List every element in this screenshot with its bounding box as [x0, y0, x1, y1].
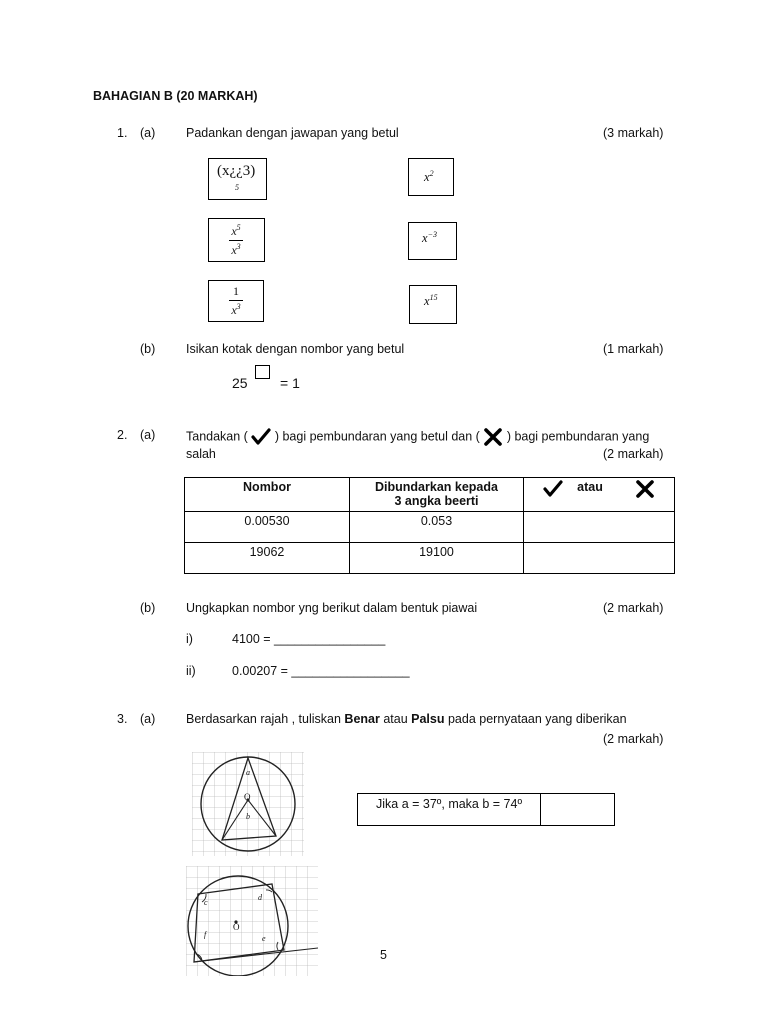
header-dibundarkan: Dibundarkan kepada 3 angka beerti [350, 478, 524, 512]
q1b-label: (b) [140, 342, 156, 356]
item-label: i) [186, 632, 193, 646]
angle-label-f: f [204, 930, 207, 939]
cell-nombor: 0.00530 [185, 512, 350, 543]
cell-bundar: 0.053 [350, 512, 524, 543]
section-title: BAHAGIAN B (20 MARKAH) [93, 89, 258, 103]
angle-label-d: d [258, 893, 262, 902]
q1-number: 1. [117, 126, 128, 140]
centre-label-o: O [244, 792, 251, 802]
cell-answer[interactable] [524, 543, 675, 574]
header-nombor: Nombor [185, 478, 350, 512]
table-header-row [185, 478, 675, 512]
match-box-left-3 [208, 280, 264, 322]
match-box-left-2 [208, 218, 265, 262]
q1a-marks: (3 markah) [603, 126, 664, 140]
item-answer-line[interactable]: 0.00207 = _________________ [232, 664, 410, 678]
centre-label-o: O [233, 922, 240, 932]
q2a-marks: (2 markah) [603, 447, 664, 461]
cell-bundar: 19100 [350, 543, 524, 574]
fraction-1-over-x3: 1 $x^3$ [229, 284, 243, 318]
statement-text: Jika a = 37º, maka b = 74º [376, 797, 523, 811]
cell-nombor: 19062 [185, 543, 350, 574]
cross-icon [634, 480, 656, 498]
table-row [185, 512, 675, 543]
check-icon [542, 480, 564, 498]
q2b-label: (b) [140, 601, 156, 615]
match-box-right-1: $x^2$ [408, 158, 454, 196]
item-answer-line[interactable]: 4100 = ________________ [232, 632, 386, 646]
cell-answer[interactable] [524, 512, 675, 543]
table-row [185, 543, 675, 574]
q3-number: 3. [117, 712, 128, 726]
q2-number: 2. [117, 428, 128, 442]
q2b-marks: (2 markah) [603, 601, 664, 615]
expr-x-power: (x¿¿3) [217, 163, 256, 179]
statement-cell [358, 794, 541, 825]
angle-label-c: c [204, 898, 208, 907]
check-icon [251, 428, 271, 446]
fraction-x5-over-x3: $x^5$ $x^3$ [229, 223, 243, 258]
cyclic-quadrilateral-figure [186, 866, 318, 976]
q1a-label: (a) [140, 126, 156, 140]
equals-one: = 1 [280, 375, 300, 391]
statement-answer-cell[interactable] [542, 794, 614, 825]
item-label: ii) [186, 664, 196, 678]
exponent-answer-box[interactable] [255, 365, 270, 379]
match-box-left-1 [208, 158, 267, 200]
angle-label-e: e [262, 934, 266, 943]
cross-icon [483, 428, 503, 446]
q2a-instruction-cont: salah [186, 447, 216, 461]
q1b-text: Isikan kotak dengan nombor yang betul [186, 342, 405, 356]
q2a-instruction: Tandakan ( ) bagi pembundaran yang betul dan ( ) bagi pembundaran yang [186, 428, 649, 446]
q2b-text: Ungkapkan nombor yng berikut dalam bentuk piawai [186, 601, 478, 615]
rounding-table [184, 477, 675, 574]
match-box-right-3: $x^{15}$ [409, 285, 457, 324]
header-check-or-cross: atau [524, 478, 675, 512]
power-base: 25 [232, 375, 248, 391]
match-box-right-2: $x^{-3}$ [408, 222, 457, 260]
q3a-label: (a) [140, 712, 156, 726]
statement-table [357, 793, 615, 826]
q1b-marks: (1 markah) [603, 342, 664, 356]
page-number: 5 [380, 948, 387, 962]
q2a-label: (a) [140, 428, 156, 442]
q3a-instruction: Berdasarkan rajah , tuliskan Benar atau Palsu pada pernyataan yang diberikan [186, 712, 627, 726]
expr-subscript: 5 [235, 183, 239, 192]
q3a-marks: (2 markah) [603, 732, 664, 746]
q1a-text: Padankan dengan jawapan yang betul [186, 126, 399, 140]
angle-label-a: a [246, 768, 250, 777]
angle-label-b: b [246, 812, 250, 821]
